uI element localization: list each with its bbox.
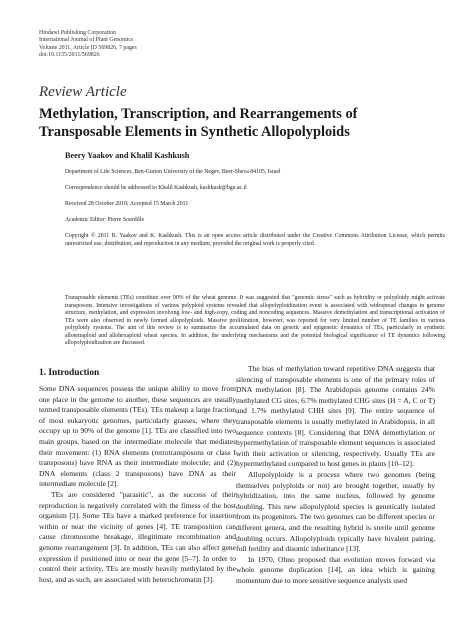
article-title [39,106,459,141]
article-type-label: Review Article [39,84,127,100]
correspondence: Correspondence should be addressed to Khalil Kashkush, kashkush@bgu.ac.il [65,185,247,191]
author-list: Beery Yaakov and Khalil Kashkush [65,151,190,160]
paragraph: Allopolyploidy is a process where two genomes (being themselves polyploids or not) are brought together, usually by hybridization, into the same nucleus, followed by genome doubling. This new allopolyploid species is genetically isolated from its progenitors. The two genomes can be different species or different genera, and the resulting hybrid is sterile until genome doubling occurs. Allopolyploids typically have bivalent pairing, full fertility and disomic inheritance [13]. [236,469,435,554]
publication-info [39,30,339,60]
title-line-2: Transposable Elements in Synthetic Allopolyploids [39,123,350,140]
academic-editor: Academic Editor: Pierre Sourdille [65,217,145,223]
paragraph: The bias of methylation toward repetitive DNA suggests that silencing of transposable elements is one of the primary roles of DNA methylation [8]. The Arabidopsis genome contains 24% methylated CG sites, 6.7% methylated CHG sites (H = A, C or T) and 1.7% methylated CHH sites [9]. The entire sequence of transposable elements is usually methylated in Arabidopsis, in all sequence contexts [8]. Considering that DNA demethylation or hypermethylation of transposable element sequences is associated with their activation or silencing, respectively. Usually TEs are hypermethylated compared to host genes in plants [10–12]. [236,364,435,469]
journal-line: International Journal of Plant Genomics [39,37,134,44]
paragraph: Some DNA sequences possess the unique ability to move from one place in the genome to another, these sequences are usually termed transposable elements (TEs). TEs makeup a large fraction of most eukaryotic genomes, particularly grasses, where they occupy up to 90% of the genome [1]. TEs are classified into two main groups, based on the intermediate molecule that mediates their movement: (1) RNA elements (retrotransposons or class I transposons) have RNA as their intermediate molecule; and (2) DNA elements (class 2 transposons) have DNA as their intermediate molecule [2]. [39,384,236,489]
abstract-text: Transposable elements (TEs) constitute over 90% of the wheat genome. It was suggested that "genomic stress" such as hybridity or polyploidy might activate transposons. Intensive investigations of various polyploid systems revealed that allopolyploidization event is associated with widespread changes in genome structure, methylation, and expression involving low- and high-copy, coding and noncoding sequences. Massive demethylation and transcriptional activation of TEs were also observed in newly formed allopolyploids. Massive proliferation, however, was reported for very limited number of TE families in various polyploidy systems. The aim of this review is to summarize the accumulated data on genetic and epigenetic dynamics of TEs, particularly in synthetic allotetraploid and allohexaploid wheat species. In addition, the underlying mechanisms and the potential biological significance of TE dynamics following allopolyploidization are discussed. [65,295,445,347]
affiliation: Department of Life Sciences, Ben-Gurion University of the Negev, Beer-Sheva 84105, Israel [65,169,281,175]
volume-line: Volume 2011, Article ID 569826, 7 pages [39,44,137,51]
paragraph: In 1970, Ohno proposed that evolution moves forward via whole genome duplication [14], an idea which is gaining momentum due to more sensitive sequence analysis used [236,554,435,585]
publisher-line: Hindawi Publishing Corporation [39,30,116,36]
title-line-1: Methylation, Transcription, and Rearrangements of [39,106,358,122]
doi-line: doi:10.1155/2011/569826 [39,52,100,59]
received-accepted-dates: Received 28 October 2010; Accepted 15 March 2011 [65,201,189,207]
left-column [39,384,236,628]
right-column [236,364,435,628]
section-heading-introduction: 1. Introduction [39,368,100,378]
copyright-notice: Copyright © 2011 B. Yaakov and K. Kashkush. This is an open access article distributed under the Creative Commons Attribution License, which permits unrestricted use, distribution, and reproduction in any medium, provided the original work is properly cited. [65,233,445,247]
paragraph: TEs are considered "parasitic", as the success of their reproduction is negatively correlated with the fitness of the host organism [3]. Some TEs have a marked preference for insertion within or near the vicinity of genes [4]. TE transposition can cause chromosome breakage, illegitimate recombination and genome rearrangement [3]. In addition, TEs can also affect gene expression if positioned into or near the gene [5–7]. In order to control their activity, TEs are mostly heavily methylated by the host, and as such, are associated with heterochromatin [3]. [39,489,236,584]
